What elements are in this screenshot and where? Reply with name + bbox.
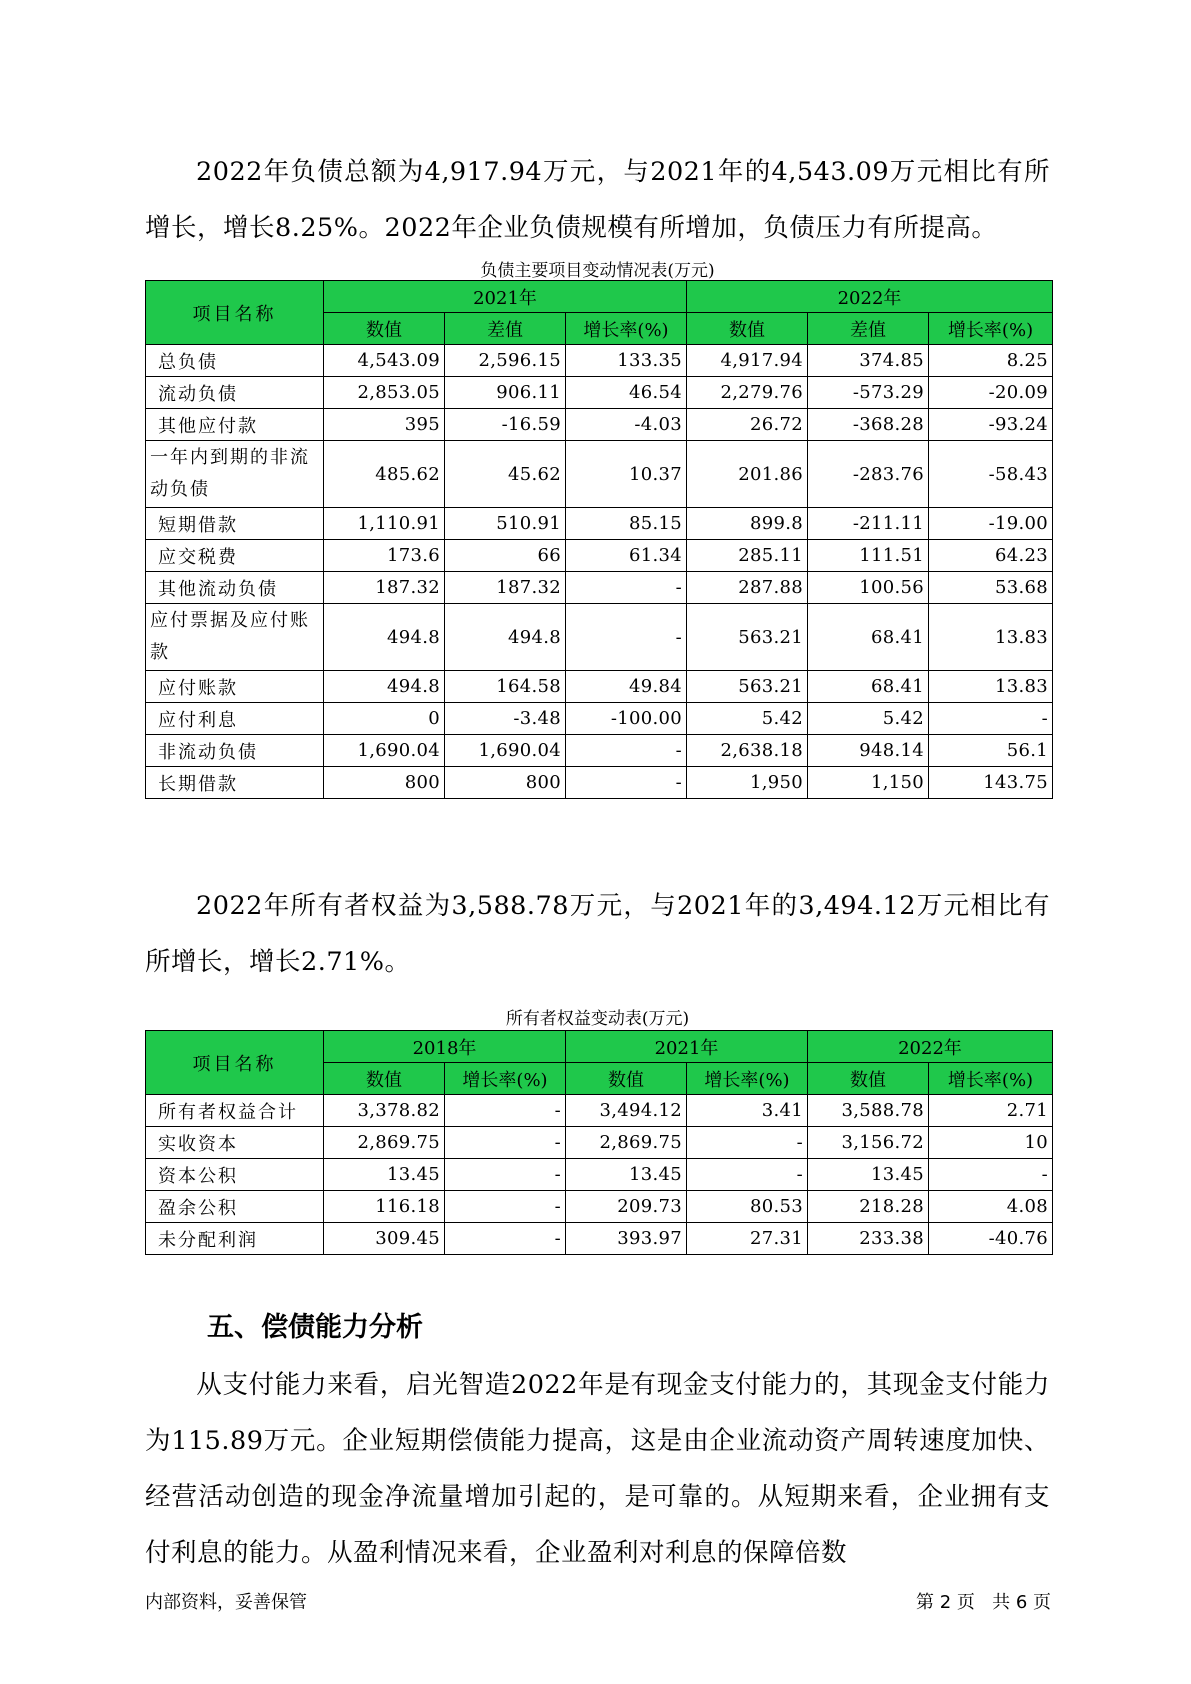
header-item-name: 项目名称 [146, 281, 324, 345]
cell: 948.14 [808, 735, 929, 767]
subheader-value: 数值 [808, 1063, 929, 1095]
cell: 10 [929, 1127, 1053, 1159]
cell: 1,690.04 [445, 735, 566, 767]
cell: 143.75 [929, 767, 1053, 799]
table-row [146, 345, 1053, 377]
cell: 1,690.04 [324, 735, 445, 767]
cell: 3,494.12 [566, 1095, 687, 1127]
cell: 485.62 [324, 441, 445, 508]
header-item-name: 项目名称 [146, 1031, 324, 1095]
subheader-diff: 差值 [445, 313, 566, 345]
row-label: 短期借款 [146, 508, 324, 540]
cell: -573.29 [808, 377, 929, 409]
cell: -19.00 [929, 508, 1053, 540]
cell: 899.8 [687, 508, 808, 540]
cell: 2,869.75 [566, 1127, 687, 1159]
cell: 1,950 [687, 767, 808, 799]
table-row [146, 1127, 1053, 1159]
cell: 10.37 [566, 441, 687, 508]
cell: 4,917.94 [687, 345, 808, 377]
cell: 4.08 [929, 1191, 1053, 1223]
subheader-growth: 增长率(%) [687, 1063, 808, 1095]
subheader-value: 数值 [324, 313, 445, 345]
row-label: 未分配利润 [146, 1223, 324, 1255]
table-row [146, 767, 1053, 799]
cell: 56.1 [929, 735, 1053, 767]
header-year-2021: 2021年 [324, 281, 687, 313]
cell: 53.68 [929, 572, 1053, 604]
cell: 510.91 [445, 508, 566, 540]
cell: 395 [324, 409, 445, 441]
row-label: 应付票据及应付账款 [146, 604, 324, 671]
table-row [146, 441, 1053, 508]
table-row [146, 1095, 1053, 1127]
subheader-growth: 增长率(%) [929, 313, 1053, 345]
subheader-growth: 增长率(%) [929, 1063, 1053, 1095]
table-row [146, 1159, 1053, 1191]
cell: 2.71 [929, 1095, 1053, 1127]
row-label: 一年内到期的非流动负债 [146, 441, 324, 508]
cell: - [929, 703, 1053, 735]
cell: 80.53 [687, 1191, 808, 1223]
cell: 0 [324, 703, 445, 735]
row-label: 实收资本 [146, 1127, 324, 1159]
cell: 1,110.91 [324, 508, 445, 540]
cell: 13.83 [929, 604, 1053, 671]
cell: 45.62 [445, 441, 566, 508]
cell: 285.11 [687, 540, 808, 572]
cell: - [566, 735, 687, 767]
footer-page-number: 第 2 页 共 6 页 [916, 1592, 1051, 1613]
cell: 563.21 [687, 604, 808, 671]
cell: 4,543.09 [324, 345, 445, 377]
cell: 66 [445, 540, 566, 572]
cell: -283.76 [808, 441, 929, 508]
cell: -93.24 [929, 409, 1053, 441]
cell: 494.8 [324, 671, 445, 703]
subheader-value: 数值 [566, 1063, 687, 1095]
cell: 100.56 [808, 572, 929, 604]
row-label: 所有者权益合计 [146, 1095, 324, 1127]
table-row [146, 604, 1053, 671]
cell: 111.51 [808, 540, 929, 572]
cell: 13.45 [324, 1159, 445, 1191]
cell: 2,279.76 [687, 377, 808, 409]
cell: 26.72 [687, 409, 808, 441]
table-row [146, 508, 1053, 540]
table-row [146, 409, 1053, 441]
subheader-growth: 增长率(%) [445, 1063, 566, 1095]
subheader-diff: 差值 [808, 313, 929, 345]
cell: 3,588.78 [808, 1095, 929, 1127]
table-row [146, 1191, 1053, 1223]
cell: 3,378.82 [324, 1095, 445, 1127]
cell: 1,150 [808, 767, 929, 799]
cell: 563.21 [687, 671, 808, 703]
paragraph-solvency-text: 从支付能力来看，启光智造2022年是有现金支付能力的，其现金支付能力为115.89万元。企业短期偿债能力提高，这是由企业流动资产周转速度加快、经营活动创造的现金净流量增加引起的，是可靠的。从短期来看，企业拥有支付利息的能力。从盈利情况来看，企业盈利对利息的保障倍数 [145, 1370, 1050, 1568]
cell: 164.58 [445, 671, 566, 703]
table2-caption: 所有者权益变动表(万元) [505, 1009, 690, 1029]
cell: - [445, 1159, 566, 1191]
cell: -3.48 [445, 703, 566, 735]
table-row [146, 671, 1053, 703]
liabilities-table [145, 280, 1053, 799]
table-row [146, 703, 1053, 735]
subheader-growth: 增长率(%) [566, 313, 687, 345]
cell: 494.8 [445, 604, 566, 671]
footer-confidential: 内部资料，妥善保管 [145, 1592, 307, 1613]
paragraph-liabilities [145, 144, 1050, 256]
header-year-2022: 2022年 [687, 281, 1053, 313]
cell: 116.18 [324, 1191, 445, 1223]
row-label: 应付利息 [146, 703, 324, 735]
row-label: 其他应付款 [146, 409, 324, 441]
cell: -58.43 [929, 441, 1053, 508]
cell: 233.38 [808, 1223, 929, 1255]
cell: 2,853.05 [324, 377, 445, 409]
row-label: 非流动负债 [146, 735, 324, 767]
cell: 287.88 [687, 572, 808, 604]
paragraph-equity [145, 878, 1050, 990]
cell: -211.11 [808, 508, 929, 540]
cell: 68.41 [808, 671, 929, 703]
cell: -16.59 [445, 409, 566, 441]
paragraph-equity-text: 2022年所有者权益为3,588.78万元，与2021年的3,494.12万元相比有所增长，增长2.71%。 [145, 891, 1050, 977]
cell: 85.15 [566, 508, 687, 540]
cell: 187.32 [324, 572, 445, 604]
cell: - [445, 1095, 566, 1127]
cell: 5.42 [808, 703, 929, 735]
cell: 133.35 [566, 345, 687, 377]
cell: 68.41 [808, 604, 929, 671]
cell: 13.45 [566, 1159, 687, 1191]
row-label: 其他流动负债 [146, 572, 324, 604]
cell: - [445, 1223, 566, 1255]
cell: 201.86 [687, 441, 808, 508]
cell: 218.28 [808, 1191, 929, 1223]
header-year-2018: 2018年 [324, 1031, 566, 1063]
cell: - [445, 1191, 566, 1223]
cell: 49.84 [566, 671, 687, 703]
table-row [146, 377, 1053, 409]
equity-table [145, 1030, 1053, 1255]
cell: -4.03 [566, 409, 687, 441]
cell: 61.34 [566, 540, 687, 572]
cell: 64.23 [929, 540, 1053, 572]
paragraph-liabilities-text: 2022年负债总额为4,917.94万元，与2021年的4,543.09万元相比有所增长，增长8.25%。2022年企业负债规模有所增加，负债压力有所提高。 [145, 157, 1050, 243]
cell: -20.09 [929, 377, 1053, 409]
paragraph-solvency [145, 1357, 1050, 1581]
header-year-2022: 2022年 [808, 1031, 1053, 1063]
cell: 3,156.72 [808, 1127, 929, 1159]
table-row [146, 735, 1053, 767]
cell: 2,869.75 [324, 1127, 445, 1159]
cell: 13.45 [808, 1159, 929, 1191]
section-heading: 五、偿债能力分析 [207, 1312, 423, 1343]
row-label: 资本公积 [146, 1159, 324, 1191]
header-year-2021: 2021年 [566, 1031, 808, 1063]
row-label: 盈余公积 [146, 1191, 324, 1223]
cell: 494.8 [324, 604, 445, 671]
table1-caption: 负债主要项目变动情况表(万元) [480, 261, 715, 281]
cell: - [566, 767, 687, 799]
cell: 393.97 [566, 1223, 687, 1255]
cell: 46.54 [566, 377, 687, 409]
cell: - [566, 572, 687, 604]
cell: -100.00 [566, 703, 687, 735]
row-label: 应付账款 [146, 671, 324, 703]
subheader-value: 数值 [687, 313, 808, 345]
cell: 8.25 [929, 345, 1053, 377]
cell: 187.32 [445, 572, 566, 604]
table-row [146, 540, 1053, 572]
cell: 800 [445, 767, 566, 799]
cell: 5.42 [687, 703, 808, 735]
cell: 209.73 [566, 1191, 687, 1223]
cell: 800 [324, 767, 445, 799]
table-row [146, 572, 1053, 604]
row-label: 总负债 [146, 345, 324, 377]
cell: 13.83 [929, 671, 1053, 703]
subheader-value: 数值 [324, 1063, 445, 1095]
cell: - [687, 1159, 808, 1191]
cell: - [445, 1127, 566, 1159]
cell: 906.11 [445, 377, 566, 409]
cell: - [687, 1127, 808, 1159]
table-row [146, 1223, 1053, 1255]
cell: 309.45 [324, 1223, 445, 1255]
cell: -40.76 [929, 1223, 1053, 1255]
cell: 27.31 [687, 1223, 808, 1255]
row-label: 长期借款 [146, 767, 324, 799]
cell: 2,638.18 [687, 735, 808, 767]
cell: - [929, 1159, 1053, 1191]
cell: - [566, 604, 687, 671]
cell: 2,596.15 [445, 345, 566, 377]
cell: 374.85 [808, 345, 929, 377]
cell: 3.41 [687, 1095, 808, 1127]
cell: -368.28 [808, 409, 929, 441]
row-label: 流动负债 [146, 377, 324, 409]
cell: 173.6 [324, 540, 445, 572]
row-label: 应交税费 [146, 540, 324, 572]
